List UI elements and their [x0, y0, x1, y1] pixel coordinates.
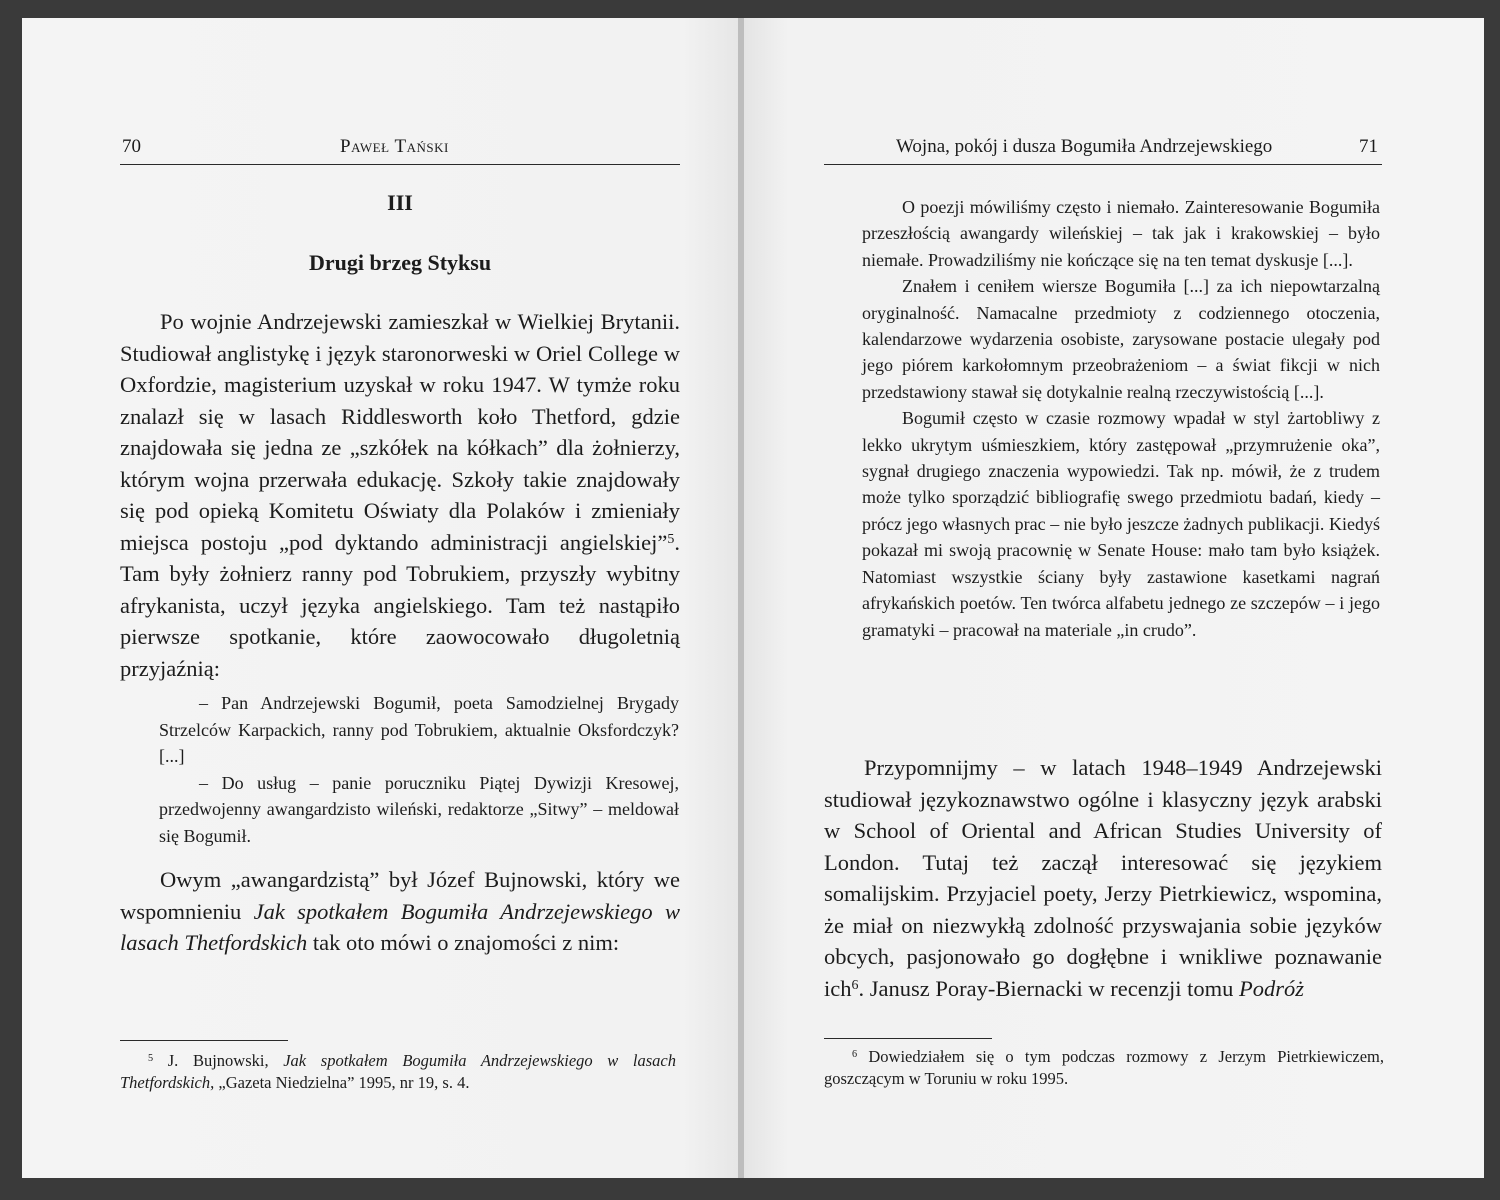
paragraph-text: Po wojnie Andrzejewski zamieszkał w Wielkiej Brytanii. Studiował anglistykę i język staronorweski w Oriel College w Oxfordzie, magisterium uzyskał w roku 1947. W tymże roku znalazł się w lasach Riddlesworth koło Thetford, gdzie znajdowała się jedna ze „szkółek na kółkach” dla żołnierzy, którym wojna przerwała edukację. Szkoły takie znajdowały się pod opieką Komitetu Oświaty dla Polaków i zmieniały miejsca postoju „pod dyktando administracji angielskiej” [120, 309, 680, 555]
block-quote [862, 194, 1380, 643]
footnote-reference: 6 [851, 978, 859, 994]
paragraph-text: Przypomnijmy – w latach 1948–1949 Andrzejewski studiował językoznawstwo ogólne i klasyczny język arabski w School of Oriental and African Studies University of London. Tutaj też zaczął interesować się językiem somalijskim. Przyjaciel poety, Jerzy Pietrkiewicz, wspomina, że miał on niezwykłą zdolność przyswajania sobie języków obcych, pasjonowało go dogłębne i wnikliwe poznawanie ich [824, 755, 1382, 1001]
paragraph-text: tak oto mówi o znajomości z nim: [307, 930, 620, 955]
quote-paragraph: Znałem i ceniłem wiersze Bogumiła [...] za ich niepowtarzalną oryginalność. Namacalne przedmioty z codziennego otoczenia, kalendarzowe wydarzenia osobiste, zarysowane postacie ulegały pod jego piórem karkołomnym przeobrażeniom – a świat fikcji w nich przedstawiony stawał się dotykalnie realną rzeczywistością [...]. [862, 276, 1380, 402]
body-paragraph [824, 752, 1382, 1004]
running-head-author: Paweł Tański [340, 136, 449, 157]
footnote-title: Jak spotkałem Bogumiła Andrzejewskiego w lasach Thetfordskich [120, 1051, 677, 1092]
paragraph-text: . Janusz Poray-Biernacki w recenzji tomu [858, 975, 1239, 1001]
chapter-title: Drugi brzeg Styksu [308, 250, 492, 275]
body-paragraph [120, 306, 680, 684]
footnote [824, 1046, 1384, 1090]
quote-line: – Do usług – panie poruczniku Piątej Dywizji Kresowej, przedwojenny awangardzisto wileński, redaktorze „Sitwy” – meldował się Bogumił. [159, 772, 679, 846]
quote-paragraph: Bogumił często w czasie rozmowy wpadał w styl żartobliwy z lekko ukrytym uśmieszkiem, który zastępował „przymrużenie oka”, sygnał drugiego znaczenia wypowiedzi. Tak np. mówił, że z trudem może tylko sporządzić bibliografię swego przedmiotu badań, kiedy – prócz jego własnych prac – nie było jeszcze żadnych publikacji. Kiedyś pokazał mi swoją pracownię w Senate House: mało tam było książek. Natomiast wszystkie ściany były zastawione kasetkami nagrań afrykańskich poetów. Ten twórca alfabetu jednego ze szczepów – i jego gramatyki – pracował na materiale „in crudo”. [862, 408, 1380, 640]
page-number: 71 [1359, 136, 1378, 157]
footnote-text: , „Gazeta Niedzielna” 1995, nr 19, s. 4. [210, 1073, 470, 1092]
block-quote [159, 690, 679, 849]
body-paragraph [120, 864, 680, 959]
book-title: Jak spotkałem Bogumiła Andrzejewskiego w lasach Thetfordskich [120, 898, 680, 955]
right-page [744, 18, 1484, 1178]
paragraph-text: . Tam były żołnierz ranny pod Tobrukiem, przyszły wybitny afrykanista, uczył języka angielskiego. Tam też nastąpiło pierwsze spotkanie, które zaowocowało długoletnią przyjaźnią: [120, 529, 680, 681]
quote-line: – Pan Andrzejewski Bogumił, poeta Samodzielnej Brygady Strzelców Karpackich, ranny pod Tobrukiem, aktualnie Oksfordczyk? [...] [159, 693, 679, 766]
running-head-right [824, 136, 1382, 165]
footnote [120, 1050, 676, 1094]
footnote-divider [824, 1038, 992, 1039]
left-page [22, 18, 740, 1178]
footnote-number: 6 [852, 1049, 858, 1061]
quote-paragraph: O poezji mówiliśmy często i niemało. Zainteresowanie Bogumiła przeszłością awangardy wileńskiej – tak jak i krakowskiej – było niemałe. Prowadziliśmy nie kończące się na ten temat dyskusje [...]. [862, 197, 1380, 270]
section-number: III [387, 190, 413, 215]
footnote-divider [120, 1040, 288, 1041]
running-head-title: Wojna, pokój i dusza Bogumiła Andrzejewskiego [896, 136, 1273, 157]
page-number: 70 [122, 136, 141, 157]
book-title: Podróż [1238, 975, 1304, 1001]
footnote-text: Dowiedziałem się o tym podczas rozmowy z Jerzym Pietrkiewiczem, goszczącym w Toruniu w roku 1995. [824, 1047, 1384, 1088]
running-head-left [120, 136, 680, 165]
paragraph-text: Owym „awangardzistą” był Józef Bujnowski, który we wspomnieniu [120, 867, 680, 924]
footnote-text: J. Bujnowski, [153, 1051, 284, 1070]
footnote-reference: 5 [667, 532, 675, 548]
footnote-number: 5 [148, 1053, 154, 1065]
